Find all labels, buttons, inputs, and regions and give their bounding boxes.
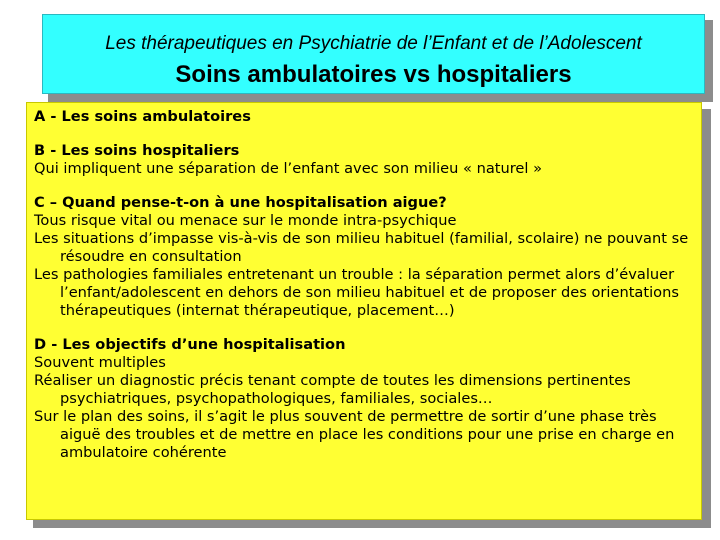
section-spacer [34,320,695,336]
section-c-line-1: Tous risque vital ou menace sur le monde intra-psychique [34,212,457,229]
section-c-line-3: Les pathologies familiales entretenant un trouble : la séparation permet alors d’évaluer l’enfant/adolescent en dehors de son milieu habituel et de proposer des orientations thérapeutiques (internat thérapeutique, placement…) [34,266,679,319]
section-c-heading: C – Quand pense-t-on à une hospitalisation aigue? [34,194,447,211]
section-d-line-3: Sur le plan des soins, il s’agit le plus souvent de permettre de sortir d’une phase très aiguë des troubles et de mettre en place les conditions pour une prise en charge en ambulatoire cohérente [34,408,675,461]
section-d-line-2: Réaliser un diagnostic précis tenant compte de toutes les dimensions pertinentes psychiatriques, psychopathologiques, familiales, sociales… [34,372,631,407]
section-d-heading: D - Les objectifs d’une hospitalisation [34,336,346,353]
section-c-line-2: Les situations d’impasse vis-à-vis de son milieu habituel (familial, scolaire) ne pouvant se résoudre en consultation [34,230,689,265]
section-b-line-1: Qui impliquent une séparation de l’enfant avec son milieu « naturel » [34,160,543,177]
section-b-heading: B - Les soins hospitaliers [34,142,240,159]
slide-title: Soins ambulatoires vs hospitaliers [175,61,572,88]
slide-subtitle: Les thérapeutiques en Psychiatrie de l’Enfant et de l’Adolescent [105,33,642,54]
section-spacer [34,126,695,142]
section-spacer [34,178,695,194]
title-box [42,14,705,94]
section-a-heading: A - Les soins ambulatoires [34,108,251,125]
content-box [26,102,702,520]
section-d-line-1: Souvent multiples [34,354,166,371]
